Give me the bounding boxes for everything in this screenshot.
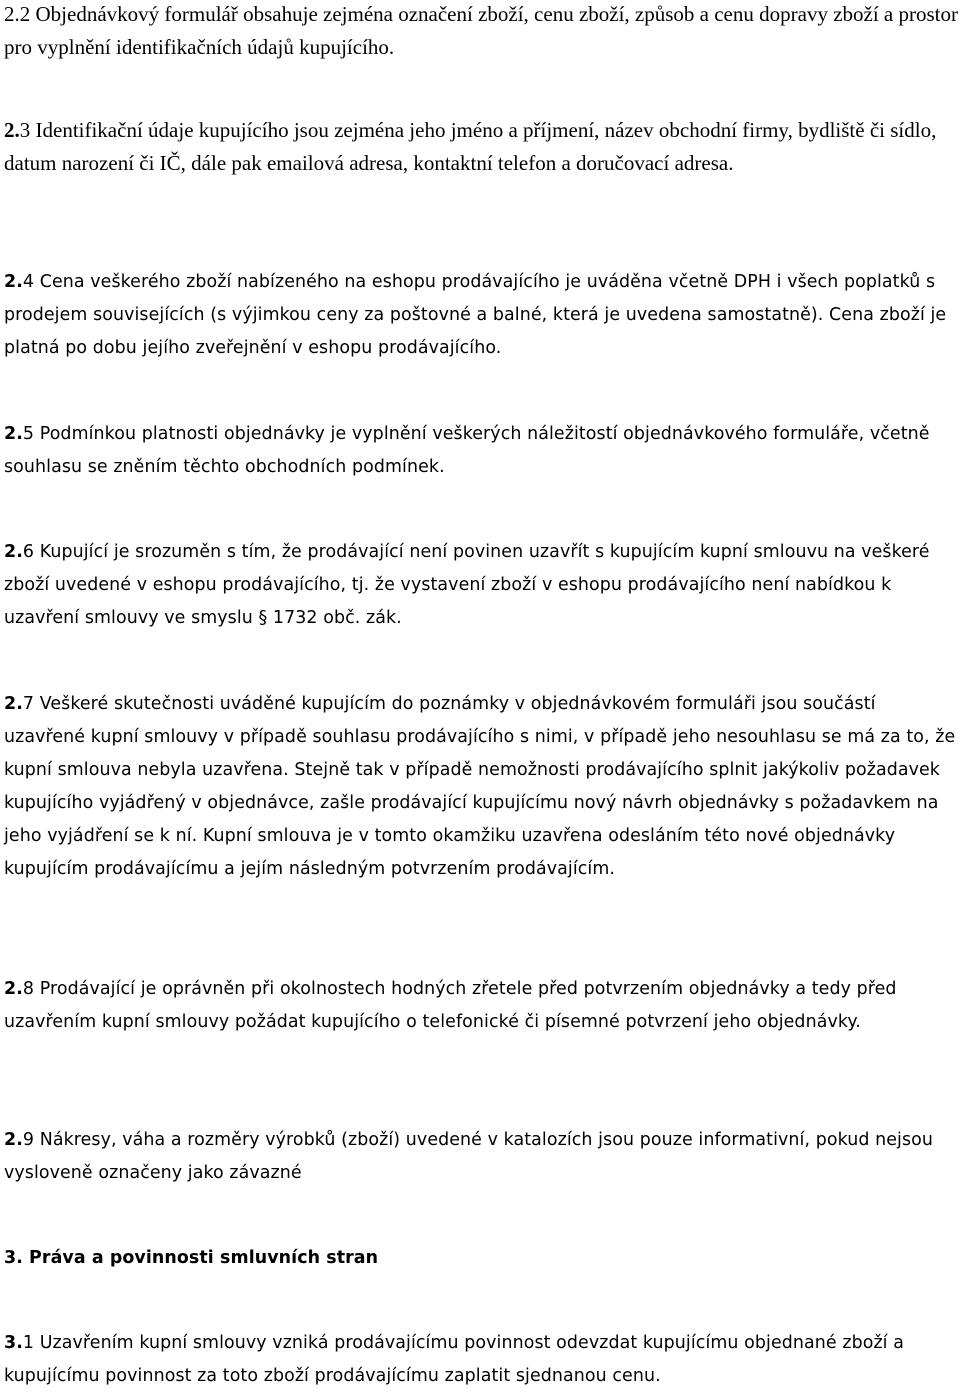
paragraph-2-8 (4, 973, 958, 1039)
paragraph-2-7 (4, 688, 958, 886)
paragraph-number-bold: 2. (4, 1130, 23, 1150)
paragraph-2-5 (4, 418, 958, 484)
paragraph-number: 6 (22, 542, 35, 562)
paragraph-number: 7 (22, 694, 35, 714)
paragraph-text: Kupující je srozuměn s tím, že prodávající není povinen uzavřít s kupujícím kupní smlouvu na veškeré zboží uvedené v eshopu prodávajícího, tj. že vystavení zboží v eshopu prodávajícího není nabídkou k uzavření smlouvy ve smyslu § 1732 obč. zák. (4, 542, 930, 628)
paragraph-number-bold: 2. (4, 979, 23, 999)
paragraph-2-2 (4, 0, 958, 64)
paragraph-number-bold: 2. (4, 542, 23, 562)
paragraph-number: 9 (22, 1130, 35, 1150)
paragraph-text: Veškeré skutečnosti uváděné kupujícím do poznámky v objednávkovém formuláři jsou součástí uzavřené kupní smlouvy v případě souhlasu prodávajícího s nimi, v případě jeho nesouhlasu se má za to, že kupní smlouva nebyla uzavřena. Stejně tak v případě nemožnosti prodávajícího splnit jakýkoliv požadavek kupujícího vyjádřený v objednávce, zašle prodávající kupujícímu nový návrh objednávky s požadavkem na jeho vyjádření se k ní. Kupní smlouva je v tomto okamžiku uzavřena odesláním této nové objednávky kupujícím prodávajícímu a jejím následným potvrzením prodávajícím. (4, 694, 956, 879)
paragraph-text: Podmínkou platnosti objednávky je vyplnění veškerých náležitostí objednávkového formuláře, včetně souhlasu se zněním těchto obchodních podmínek. (4, 424, 930, 477)
paragraph-number-bold: 2. (4, 694, 23, 714)
paragraph-text: Identifikační údaje kupujícího jsou zejména jeho jméno a příjmení, název obchodní firmy, bydliště či sídlo, datum narození či IČ, dále pak emailová adresa, kontaktní telefon a doručovací adresa. (4, 118, 937, 175)
section-3-heading: 3. Práva a povinnosti smluvních stran (4, 1248, 379, 1268)
paragraph-number-bold: 2. (4, 424, 23, 444)
paragraph-number: 1 (22, 1333, 35, 1353)
paragraph-2-6 (4, 536, 958, 635)
paragraph-2-4 (4, 266, 958, 365)
paragraph-number-bold: 3. (4, 1333, 23, 1353)
paragraph-text: Prodávající je oprávněn při okolnostech hodných zřetele před potvrzením objednávky a tedy před uzavřením kupní smlouvy požádat kupujícího o telefonické či písemné potvrzení jeho objednávky. (4, 979, 897, 1032)
paragraph-number: 5 (22, 424, 35, 444)
paragraph-text: Cena veškerého zboží nabízeného na eshopu prodávajícího je uváděna včetně DPH i všech poplatků s prodejem souvisejících (s výjimkou ceny za poštovné a balné, která je uvedena samostatně). Cena zboží je platná po dobu jejího zveřejnění v eshopu prodávajícího. (4, 272, 947, 358)
paragraph-number: 4 (22, 272, 35, 292)
paragraph-text: Uzavřením kupní smlouvy vzniká prodávajícímu povinnost odevzdat kupujícímu objednané zboží a kupujícímu povinnost za toto zboží prodávajícímu zaplatit sjednanou cenu. (4, 1333, 904, 1386)
paragraph-number-bold: 2. (4, 272, 23, 292)
paragraph-number: 2.2 (4, 2, 31, 26)
paragraph-3-1 (4, 1327, 958, 1393)
paragraph-text: Nákresy, váha a rozměry výrobků (zboží) uvedené v katalozích jsou pouze informativní, pokud nejsou vysloveně označeny jako závazné (4, 1130, 933, 1183)
paragraph-number: 3 (19, 118, 31, 142)
paragraph-text: Objednávkový formulář obsahuje zejména označení zboží, cenu zboží, způsob a cenu dopravy zboží a prostor pro vyplnění identifikačních údajů kupujícího. (4, 2, 958, 59)
paragraph-2-9 (4, 1124, 958, 1190)
paragraph-number-bold: 2. (4, 118, 20, 142)
paragraph-number: 8 (22, 979, 35, 999)
paragraph-2-3 (4, 114, 958, 180)
